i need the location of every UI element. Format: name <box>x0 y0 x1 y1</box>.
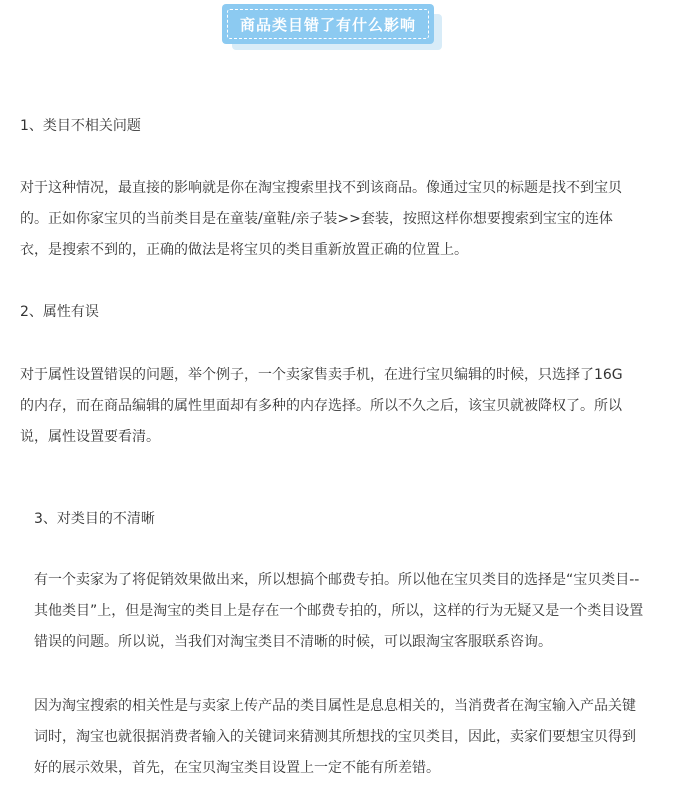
closing-line-2: 词时，淘宝也就很据消费者输入的关键词来猜测其所想找的宝贝类目，因此，卖家们要想宝贝得到 <box>34 729 636 745</box>
section-3-line-3: 错误的问题。所以说，当我们对淘宝类目不清晰的时候，可以跟淘宝客服联系咨询。 <box>34 634 552 650</box>
section-2-heading: 2、属性有误 <box>20 304 99 320</box>
section-1-heading: 1、类目不相关问题 <box>20 118 141 134</box>
section-1-line-3: 衣，是搜索不到的，正确的做法是将宝贝的类目重新放置正确的位置上。 <box>20 242 468 258</box>
section-1-line-1: 对于这种情况，最直接的影响就是你在淘宝搜索里找不到该商品。像通过宝贝的标题是找不到宝贝 <box>20 180 622 196</box>
page-title: 商品类目错了有什么影响 <box>239 15 416 34</box>
section-2-line-3: 说，属性设置要看清。 <box>20 429 160 445</box>
closing-line-3: 好的展示效果，首先，在宝贝淘宝类目设置上一定不能有所差错。 <box>34 760 440 776</box>
article-title-banner <box>222 4 442 50</box>
title-box <box>222 4 434 44</box>
section-3-heading: 3、对类目的不清晰 <box>34 511 155 527</box>
section-3-line-1: 有一个卖家为了将促销效果做出来，所以想搞个邮费专拍。所以他在宝贝类目的选择是“宝贝类目-- <box>34 572 640 588</box>
closing-line-1: 因为淘宝搜索的相关性是与卖家上传产品的类目属性是息息相关的，当消费者在淘宝输入产品关键 <box>34 698 636 714</box>
section-2-line-2: 的内存，而在商品编辑的属性里面却有多种的内存选择。所以不久之后，该宝贝就被降权了。所以 <box>20 398 622 414</box>
section-3-line-2: 其他类目”上，但是淘宝的类目上是存在一个邮费专拍的，所以，这样的行为无疑又是一个类目设置 <box>34 603 644 619</box>
title-dashed-frame <box>227 9 429 39</box>
section-1-line-2: 的。正如你家宝贝的当前类目是在童装/童鞋/亲子装>>套装，按照这样你想要搜索到宝宝的连体 <box>20 211 613 227</box>
section-2-line-1: 对于属性设置错误的问题，举个例子，一个卖家售卖手机，在进行宝贝编辑的时候，只选择了16G <box>20 367 623 383</box>
